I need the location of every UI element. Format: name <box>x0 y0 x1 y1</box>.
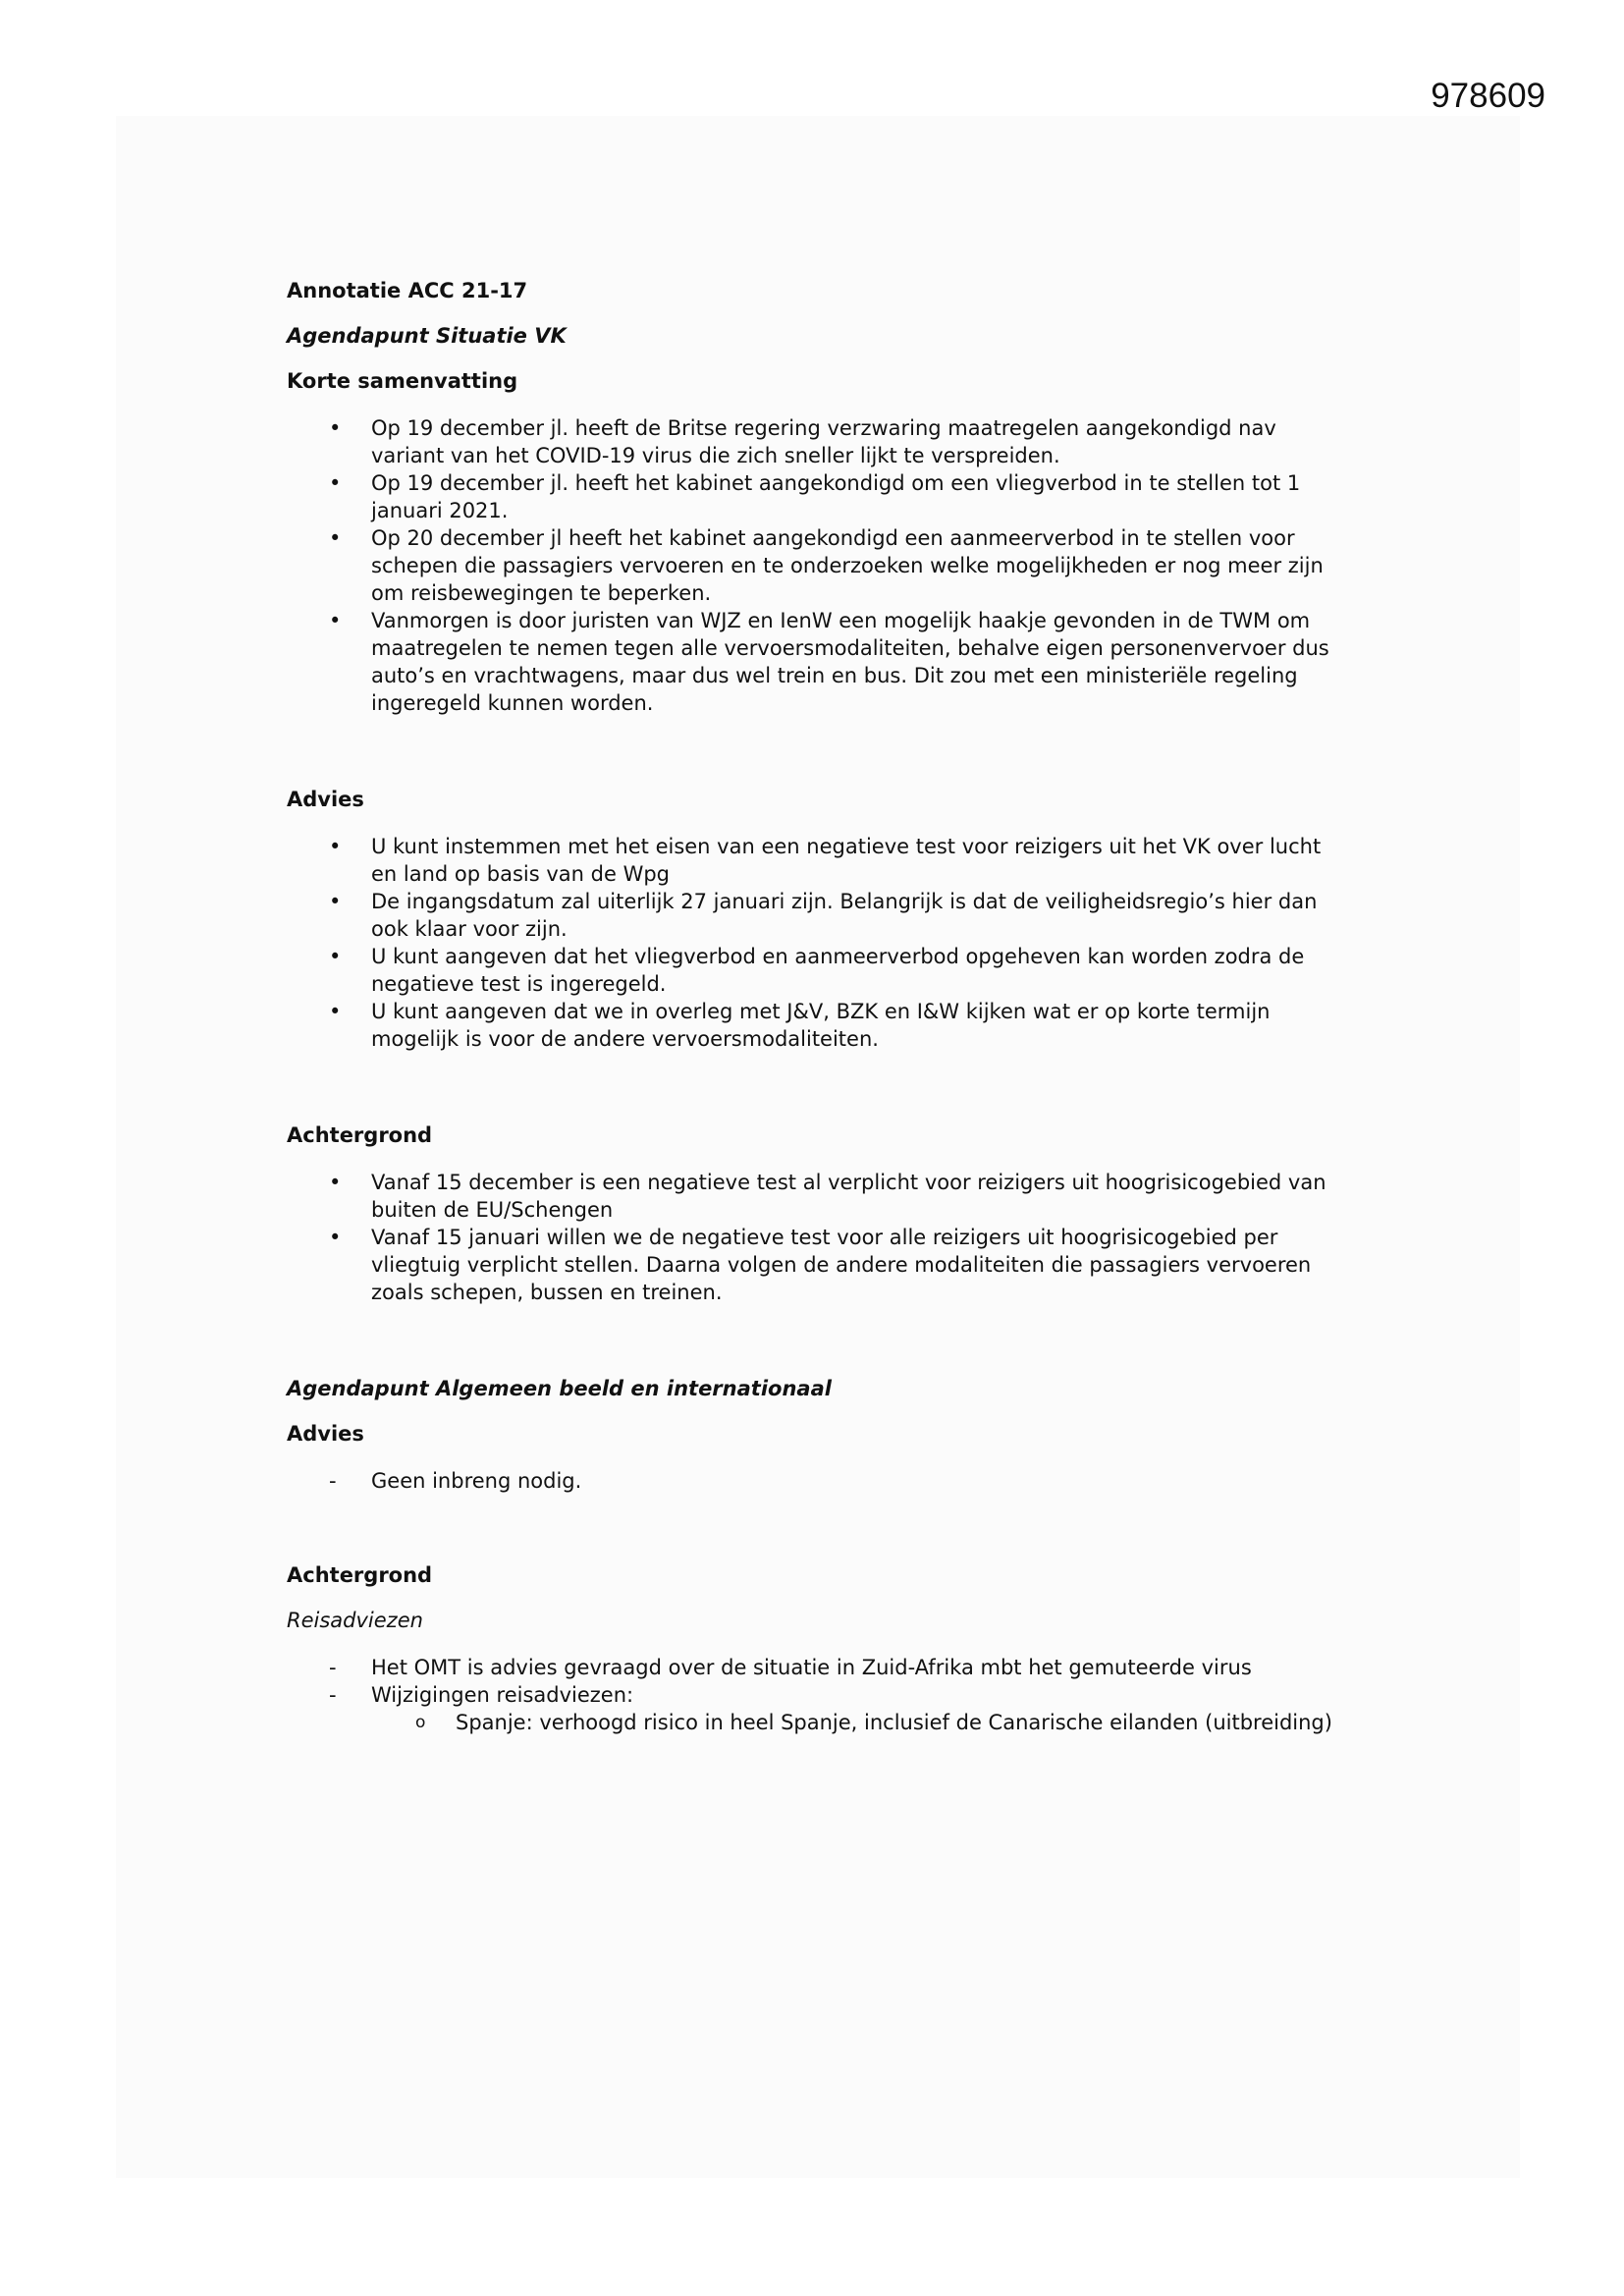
dash-marker: - <box>329 1469 337 1493</box>
list-item <box>287 1681 1353 1709</box>
agenda-heading-general: Agendapunt Algemeen beeld en internationaal <box>287 1377 832 1400</box>
list-item-text: Op 19 december jl. heeft het kabinet aangekondigd om een vliegverbod in te stellen tot 1 januari 2021. <box>371 471 1301 522</box>
advice-list <box>287 833 1367 1053</box>
advice-list-general <box>287 1467 1367 1495</box>
bullet-marker: • <box>329 471 342 495</box>
list-item-text: Vanaf 15 december is een negatieve test al verplicht voor reizigers uit hoogrisicogebied van buiten de EU/Schengen <box>371 1171 1326 1222</box>
list-item-text: De ingangsdatum zal uiterlijk 27 januari zijn. Belangrijk is dat de veiligheidsregio’s hier dan ook klaar voor zijn. <box>371 890 1318 941</box>
page-number: 978609 <box>1431 77 1545 115</box>
bullet-marker: • <box>329 1226 342 1249</box>
list-item-text: Vanmorgen is door juristen van WJZ en IenW een mogelijk haakje gevonden in de TWM om maatregelen te nemen tegen alle vervoersmodaliteiten, behalve eigen personenvervoer dus auto’s en vrachtwagens, maar dus wel trein en bus. Dit zou met een ministeriële regeling ingeregeld kunnen worden. <box>371 609 1329 715</box>
dash-marker: - <box>329 1683 337 1707</box>
bullet-marker: • <box>329 835 342 858</box>
dash-marker: - <box>329 1656 337 1679</box>
list-item-text: Wijzigingen reisadviezen: <box>371 1683 634 1707</box>
list-item-text: U kunt instemmen met het eisen van een negatieve test voor reizigers uit het VK over lucht en land op basis van de Wpg <box>371 835 1322 886</box>
summary-list <box>287 414 1367 717</box>
list-item-text: Het OMT is advies gevraagd over de situatie in Zuid-Afrika mbt het gemuteerde virus <box>371 1656 1252 1679</box>
list-item <box>287 943 1353 998</box>
list-item <box>287 414 1353 469</box>
summary-heading: Korte samenvatting <box>287 369 518 393</box>
bullet-marker: • <box>329 1171 342 1194</box>
sublist-item-text: Spanje: verhoogd risico in heel Spanje, inclusief de Canarische eilanden (uitbreiding) <box>456 1711 1332 1734</box>
list-item <box>287 469 1353 524</box>
list-item <box>287 833 1353 888</box>
advice-heading: Advies <box>287 788 364 811</box>
travel-advice-heading: Reisadviezen <box>287 1609 423 1632</box>
list-item <box>287 607 1353 717</box>
background-heading: Achtergrond <box>287 1123 433 1147</box>
list-item <box>287 524 1353 607</box>
advice-heading-general: Advies <box>287 1422 364 1446</box>
document-body <box>287 277 1367 1736</box>
document-title: Annotatie ACC 21-17 <box>287 279 528 302</box>
sublist-item <box>287 1709 1437 1736</box>
circle-marker: o <box>415 1713 426 1732</box>
bullet-marker: • <box>329 890 342 913</box>
bullet-marker: • <box>329 526 342 550</box>
bullet-marker: • <box>329 416 342 440</box>
background-heading-general: Achtergrond <box>287 1563 433 1587</box>
background-list <box>287 1169 1367 1306</box>
list-item <box>287 1654 1353 1681</box>
list-item-text: Op 20 december jl heeft het kabinet aangekondigd een aanmeerverbod in te stellen voor schepen die passagiers vervoeren en te onderzoeken welke mogelijkheden er nog meer zijn om reisbewegingen te beperken. <box>371 526 1324 605</box>
list-item-text: Op 19 december jl. heeft de Britse regering verzwaring maatregelen aangekondigd nav variant van het COVID-19 virus die zich sneller lijkt te verspreiden. <box>371 416 1276 467</box>
travel-advice-list <box>287 1654 1367 1709</box>
list-item <box>287 1467 1353 1495</box>
bullet-marker: • <box>329 1000 342 1023</box>
list-item-text: Vanaf 15 januari willen we de negatieve test voor alle reizigers uit hoogrisicogebied per vliegtuig verplicht stellen. Daarna volgen de andere modaliteiten die passagiers vervoeren zoals schepen, bussen en treinen. <box>371 1226 1312 1304</box>
list-item-text: Geen inbreng nodig. <box>371 1469 582 1493</box>
list-item-text: U kunt aangeven dat het vliegverbod en aanmeerverbod opgeheven kan worden zodra de negatieve test is ingeregeld. <box>371 945 1305 996</box>
list-item-text: U kunt aangeven dat we in overleg met J&V, BZK en I&W kijken wat er op korte termijn mogelijk is voor de andere vervoersmodaliteiten. <box>371 1000 1271 1051</box>
travel-advice-sublist <box>287 1709 1367 1736</box>
bullet-marker: • <box>329 945 342 968</box>
list-item <box>287 888 1353 943</box>
list-item <box>287 998 1353 1053</box>
bullet-marker: • <box>329 609 342 632</box>
list-item <box>287 1169 1353 1224</box>
agenda-heading-vk: Agendapunt Situatie VK <box>287 324 567 348</box>
list-item <box>287 1224 1353 1306</box>
